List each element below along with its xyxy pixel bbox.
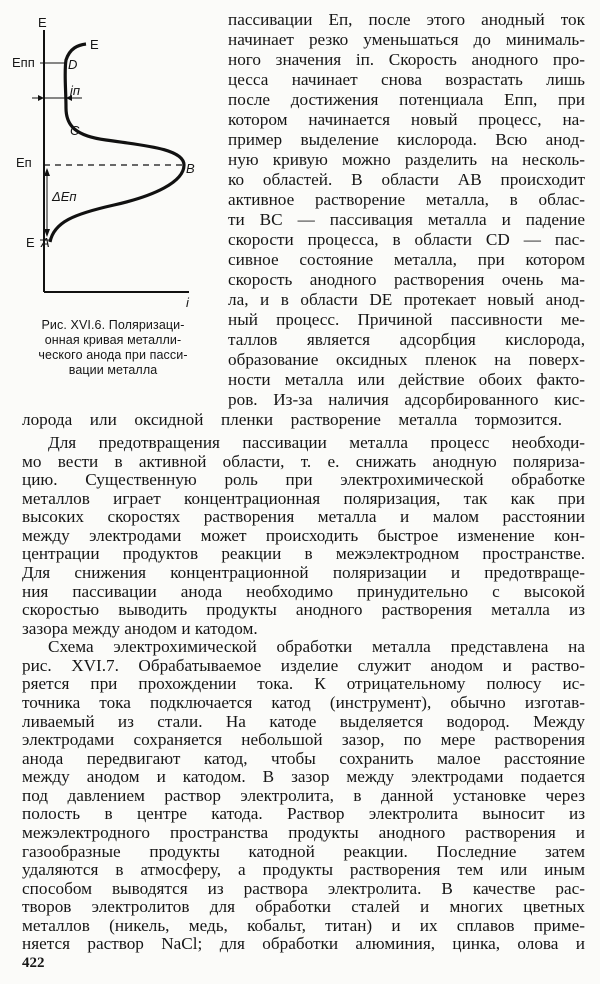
text-line: ния пассивации анода необходимо принудительно с высокой <box>22 581 585 601</box>
label-e-p: Eп <box>16 155 32 170</box>
label-e-a: E <box>26 235 35 250</box>
text-line: электродами сохраняется небольшой зазор, по мере растворения <box>22 730 585 750</box>
text-line: пассивации Eп, после этого анодный ток <box>228 10 585 29</box>
page-number: 422 <box>22 955 45 971</box>
text-line: зазора между анодом и катодом. <box>22 618 258 638</box>
paragraph-start: Для предотвращения пассивации металла процесс необходи- <box>48 433 585 452</box>
text-line: таллов является адсорбция кислорода, <box>228 330 585 349</box>
text-line: под давлением раствор электролита, в данной установке через <box>22 785 585 805</box>
text-line: ла, и в области DE протекает новый анод- <box>228 290 585 309</box>
label-delta-e: ΔEп <box>52 189 77 204</box>
label-e-point: E <box>90 37 99 52</box>
anodic-curve <box>50 44 184 242</box>
text-line: творов электролитов для обработки сталей и многих цветных <box>22 897 585 917</box>
label-jp: jп <box>70 83 81 98</box>
text-line: начинает резко уменьшаться до минималь- <box>228 30 585 49</box>
text-line: металлов играет концентрационная поляризация, так как при <box>22 488 585 508</box>
text-line: лорода или оксидной пленки растворение металла тормозится. <box>22 410 562 429</box>
text-line: ливаемый из стали. На катоде выделяется водород. Между <box>22 711 585 731</box>
text-line: ти BC — пассивация металла и падение <box>228 210 585 229</box>
text-line: рис. XVI.7. Обрабатываемое изделие служит анодом и раство- <box>22 655 585 675</box>
axis-y-label: E <box>38 15 47 30</box>
text-line: после достижения потенциала Eпп, при <box>228 90 585 109</box>
text-line: центрации продуктов реакции в межэлектродном пространстве. <box>22 544 585 564</box>
polarization-curve-plot <box>14 10 214 310</box>
text-line: точника тока подключается катод (инструмент), обычно изготав- <box>22 693 585 712</box>
label-c: C <box>70 123 80 138</box>
text-line: ров. Из-за наличия адсорбированного кис- <box>228 390 585 409</box>
text-line: котором начинается новый процесс, на- <box>228 110 585 129</box>
text-line: цесса начинает снова возрастать лишь <box>228 70 585 89</box>
text-line: скоростью выводить продукты анодного растворения металла из <box>22 600 585 620</box>
axis-x-label: i <box>186 295 189 310</box>
text-line: ко областей. В области AB происходит <box>228 170 585 189</box>
label-e-pp: Eпп <box>12 55 35 70</box>
text-line: ности металла или действие обоих факто- <box>228 370 585 389</box>
paragraph-start: Схема электрохимической обработки металла представлена на <box>48 637 585 657</box>
text-line: межэлектродного пространства продукты анодного растворения и <box>22 823 585 842</box>
text-line: высоких скоростях растворения металла и малом расстоянии <box>22 507 585 527</box>
text-line: способом выводятся из раствора электролита. В качестве рас- <box>22 878 585 898</box>
text-line: пример выделение кислорода. Всю анод- <box>228 130 585 149</box>
text-line: ную кривую можно разделить на несколь- <box>228 150 585 169</box>
text-line: скорости процесса, в области CD — пас- <box>228 230 585 249</box>
text-line: скорость анодного растворения очень ма- <box>228 270 585 289</box>
text-line-hidden-28: няется раствор NaCl; для обработки алюминия, цинка, олова и <box>22 934 585 954</box>
text-line: образование оксидных пленок на поверх- <box>228 350 585 369</box>
text-line: полость в центре катода. Раствор электролита выносит из <box>22 804 585 824</box>
figure-caption: Рис. XVI.6. Поляризаци- онная кривая металли- ческого анода при пасси- вации металла <box>38 318 188 377</box>
text-line: между электродами может происходить быстрое изменение кон- <box>22 525 585 545</box>
text-line: мо вести в активной области, т. е. снижать анодную поляриза- <box>22 451 585 471</box>
text-line: удаляются в атмосферу, а продукты растворения тем или иным <box>22 860 585 880</box>
text-line: активное растворение металла, в облас- <box>228 190 585 209</box>
label-b: B <box>186 161 195 176</box>
text-line: газообразные продукты катодной реакции. Последние затем <box>22 841 585 861</box>
text-line: ный процесс. Причиной пассивности ме- <box>228 310 585 329</box>
text-line: ного значения iп. Скорость анодного про- <box>228 50 585 69</box>
text-line-hidden-27: металлов (никель, медь, кобальт, титан) и их сплавов приме- <box>22 915 585 935</box>
label-d: D <box>68 57 78 72</box>
label-a: A <box>41 235 50 250</box>
text-line: между анодом и катодом. В зазор между электродами подается <box>22 767 585 787</box>
text-line: ряется при прохождении тока. К отрицательному полюсу ис- <box>22 674 585 694</box>
text-line: сивное состояние металла, при котором <box>228 250 585 269</box>
text-line: цию. Существенную роль при электрохимической обработке <box>22 470 585 490</box>
text-line: Для снижения концентрационной поляризации и предотвраще- <box>22 563 585 582</box>
text-line: анода передвигают катод, чтобы сохранить малое расстояние <box>22 748 585 768</box>
